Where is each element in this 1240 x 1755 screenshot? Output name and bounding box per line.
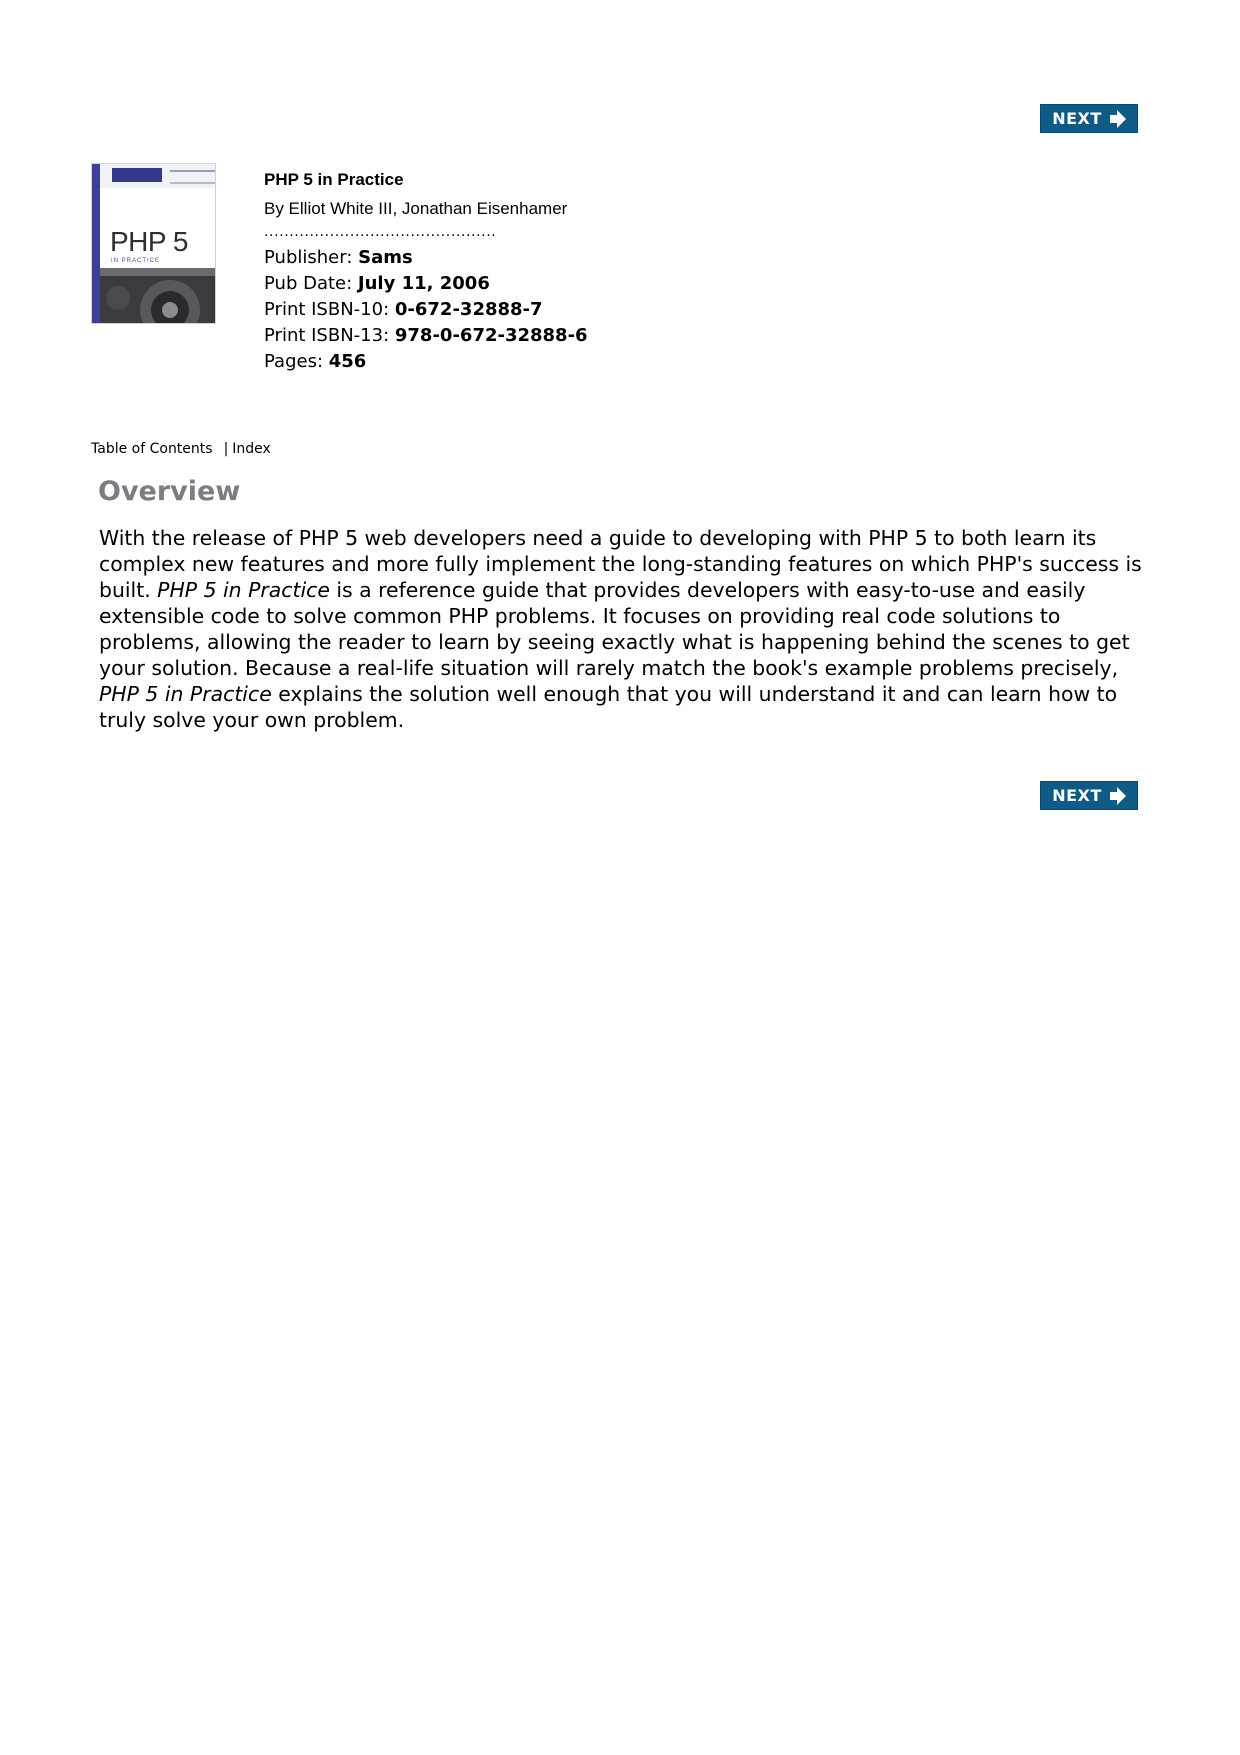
cover-subtitle: IN PRACTICE <box>111 258 161 264</box>
book-cover-image <box>91 163 216 324</box>
cover-series-block <box>112 168 162 182</box>
cover-title: PHP 5 <box>110 226 188 257</box>
overview-text-1: With the release of PHP 5 web developers need a guide to developing with PHP 5 to both learn its complex new features and more fully implement the long-standing features on which PHP's success is built. <box>99 526 1142 602</box>
cover-spine <box>92 164 100 323</box>
isbn10-row <box>264 297 964 323</box>
toc-index-links <box>91 439 271 459</box>
overview-title-ref-1: PHP 5 in Practice <box>157 578 330 602</box>
overview-title-ref-2: PHP 5 in Practice <box>99 682 272 706</box>
next-button-bottom[interactable] <box>1040 781 1138 810</box>
index-link[interactable]: Index <box>232 441 271 457</box>
publisher-row <box>264 245 964 271</box>
overview-heading: Overview <box>98 476 241 507</box>
pub-date-label: Pub Date: <box>264 273 358 294</box>
link-separator: | <box>223 441 229 457</box>
pages-value: 456 <box>328 351 367 372</box>
book-metadata <box>264 168 964 375</box>
arrow-right-icon <box>1110 787 1126 805</box>
overview-paragraph <box>99 525 1144 733</box>
next-button-label: NEXT <box>1052 109 1102 128</box>
cover-tagline-lines <box>170 170 216 184</box>
isbn13-row <box>264 323 964 349</box>
pages-label: Pages: <box>264 351 329 372</box>
book-authors: By Elliot White III, Jonathan Eisenhamer <box>264 199 568 218</box>
arrow-right-icon <box>1110 110 1126 128</box>
overview-text-3: explains the solution well enough that you will understand it and can learn how to truly solve your own problem. <box>99 682 1118 732</box>
next-button-top[interactable] <box>1040 104 1138 133</box>
table-of-contents-link[interactable]: Table of Contents <box>91 441 213 457</box>
pub-date-value: July 11, 2006 <box>357 273 490 294</box>
publisher-value: Sams <box>358 247 413 268</box>
isbn10-value: 0-672-32888-7 <box>394 299 543 320</box>
cover-artwork <box>100 268 215 323</box>
isbn10-label: Print ISBN-10: <box>264 299 395 320</box>
overview-text-2: is a reference guide that provides developers with easy-to-use and easily extensible code to solve common PHP problems. It focuses on providing real code solutions to problems, allowing the reader to learn by seeing exactly what is happening behind the scenes to get your solution. Because a real-life situation will rarely match the book's example problems precisely, <box>99 578 1130 680</box>
isbn13-label: Print ISBN-13: <box>264 325 395 346</box>
cover-header-band <box>100 164 215 188</box>
isbn13-value: 978-0-672-32888-6 <box>394 325 588 346</box>
book-title: PHP 5 in Practice <box>264 170 404 189</box>
next-button-label: NEXT <box>1052 786 1102 805</box>
pub-date-row <box>264 271 964 297</box>
publisher-label: Publisher: <box>264 247 359 268</box>
pages-row <box>264 349 964 375</box>
metadata-separator: .............................................. <box>264 224 497 240</box>
